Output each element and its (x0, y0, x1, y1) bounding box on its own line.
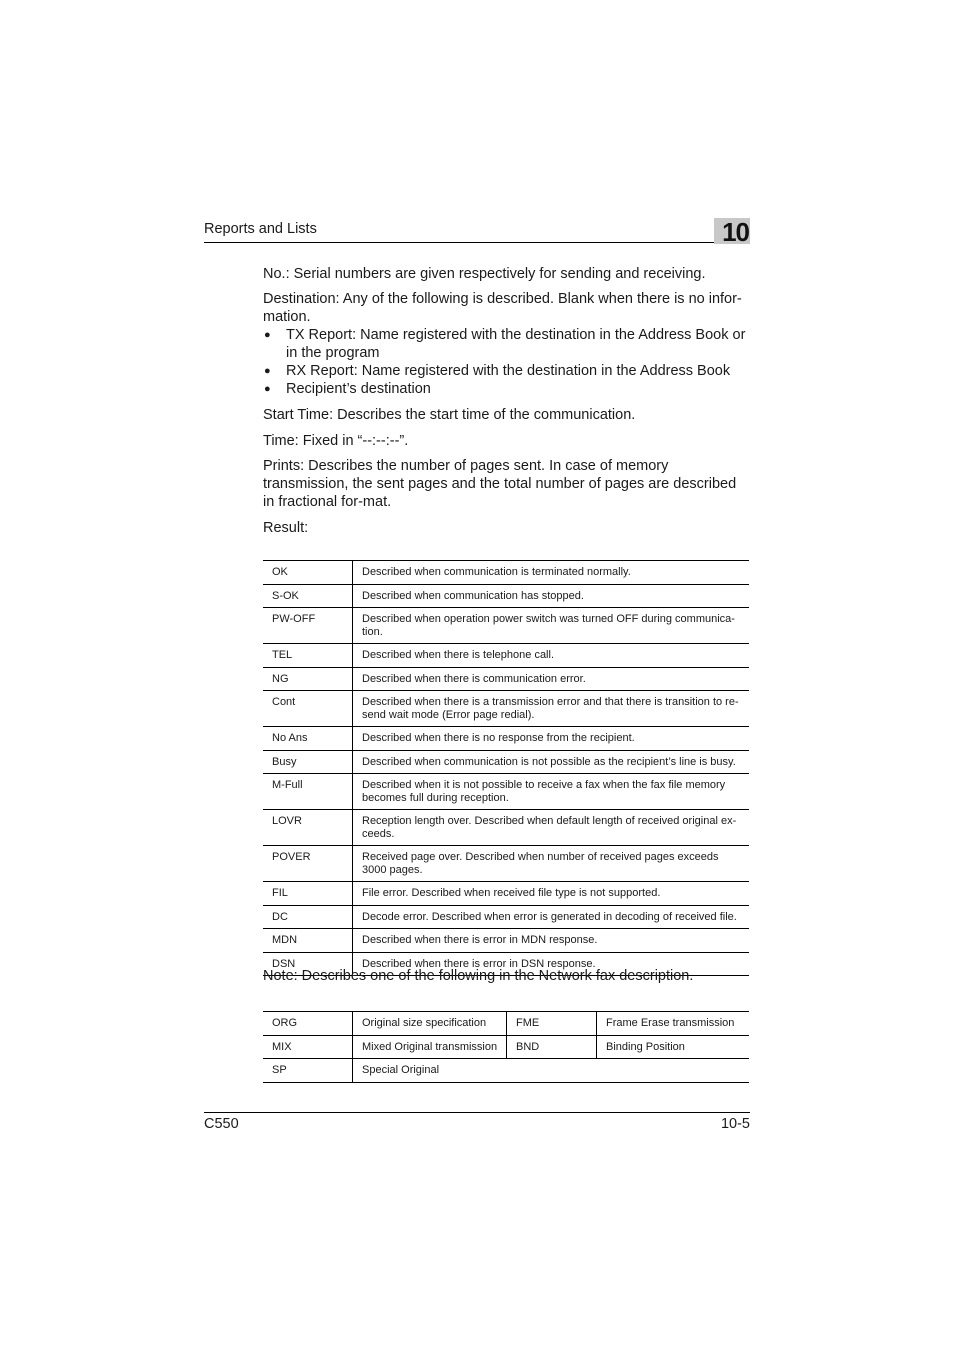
destination-bullet-list (263, 326, 750, 398)
destination-description: Destination: Any of the following is described. Blank when there is no infor-mation. (263, 291, 742, 325)
result-label: Result: (263, 519, 309, 536)
table-row: OK Described when communication is terminated normally. (263, 561, 749, 585)
table-row: PW-OFF Described when operation power switch was turned OFF during communica-tion. (263, 608, 749, 644)
page-number: 10-5 (720, 1116, 750, 1132)
note-description: Note: Describes one of the following in the Network fax description. (263, 968, 694, 984)
network-fax-note-table (263, 1011, 749, 1083)
table-row: LOVR Reception length over. Described when default length of received original ex-ceeds. (263, 810, 749, 846)
table-row: MDN Described when there is error in MDN response. (263, 929, 749, 953)
section-title: Reports and Lists (204, 221, 317, 237)
table-row: Cont Described when there is a transmission error and that there is transition to re-send wait mode (Error page redial). (263, 691, 749, 727)
page-footer (204, 1112, 750, 1132)
table-row: DSN Described when there is error in DSN response. (263, 952, 749, 976)
bullet-icon: ● (264, 383, 271, 395)
table-row: DC Decode error. Described when error is generated in decoding of received file. (263, 905, 749, 929)
no-description: No.: Serial numbers are given respectively for sending and receiving. (263, 266, 706, 282)
bullet-icon: ● (264, 329, 271, 341)
table-row: S-OK Described when communication has stopped. (263, 584, 749, 608)
table-row: M-Full Described when it is not possible to receive a fax when the fax file memory becomes full during reception. (263, 774, 749, 810)
table-row: SP Special Original (263, 1059, 749, 1083)
table-row: ORG Original size specification FME Frame Erase transmission (263, 1012, 749, 1036)
list-item: ● Recipient’s destination (264, 381, 431, 397)
body-text (263, 265, 750, 544)
bullet-icon: ● (264, 365, 271, 377)
table-row: Busy Described when communication is not possible as the recipient’s line is busy. (263, 750, 749, 774)
time-description: Time: Fixed in “--:--:--”. (263, 432, 409, 449)
prints-description: Prints: Describes the number of pages sent. In case of memory transmission, the sent pages and the total number of pages are described in fractional for-mat. (263, 458, 737, 510)
list-item: ● RX Report: Name registered with the destination in the Address Book (264, 363, 731, 379)
start-time-description: Start Time: Describes the start time of the communication. (263, 407, 636, 423)
page-header (204, 217, 750, 247)
table-row: NG Described when there is communication error. (263, 667, 749, 691)
chapter-number-badge: 10 (714, 218, 750, 244)
table-row: MIX Mixed Original transmission BND Binding Position (263, 1035, 749, 1059)
table-row: No Ans Described when there is no response from the recipient. (263, 727, 749, 751)
table-row: POVER Received page over. Described when number of received pages exceeds 3000 pages. (263, 846, 749, 882)
list-item: ● TX Report: Name registered with the destination in the Address Book or in the program (264, 327, 746, 361)
model-name: C550 (204, 1116, 239, 1132)
table-row: FIL File error. Described when received file type is not supported. (263, 882, 749, 906)
result-codes-table (263, 560, 749, 976)
table-row: TEL Described when there is telephone call. (263, 644, 749, 668)
